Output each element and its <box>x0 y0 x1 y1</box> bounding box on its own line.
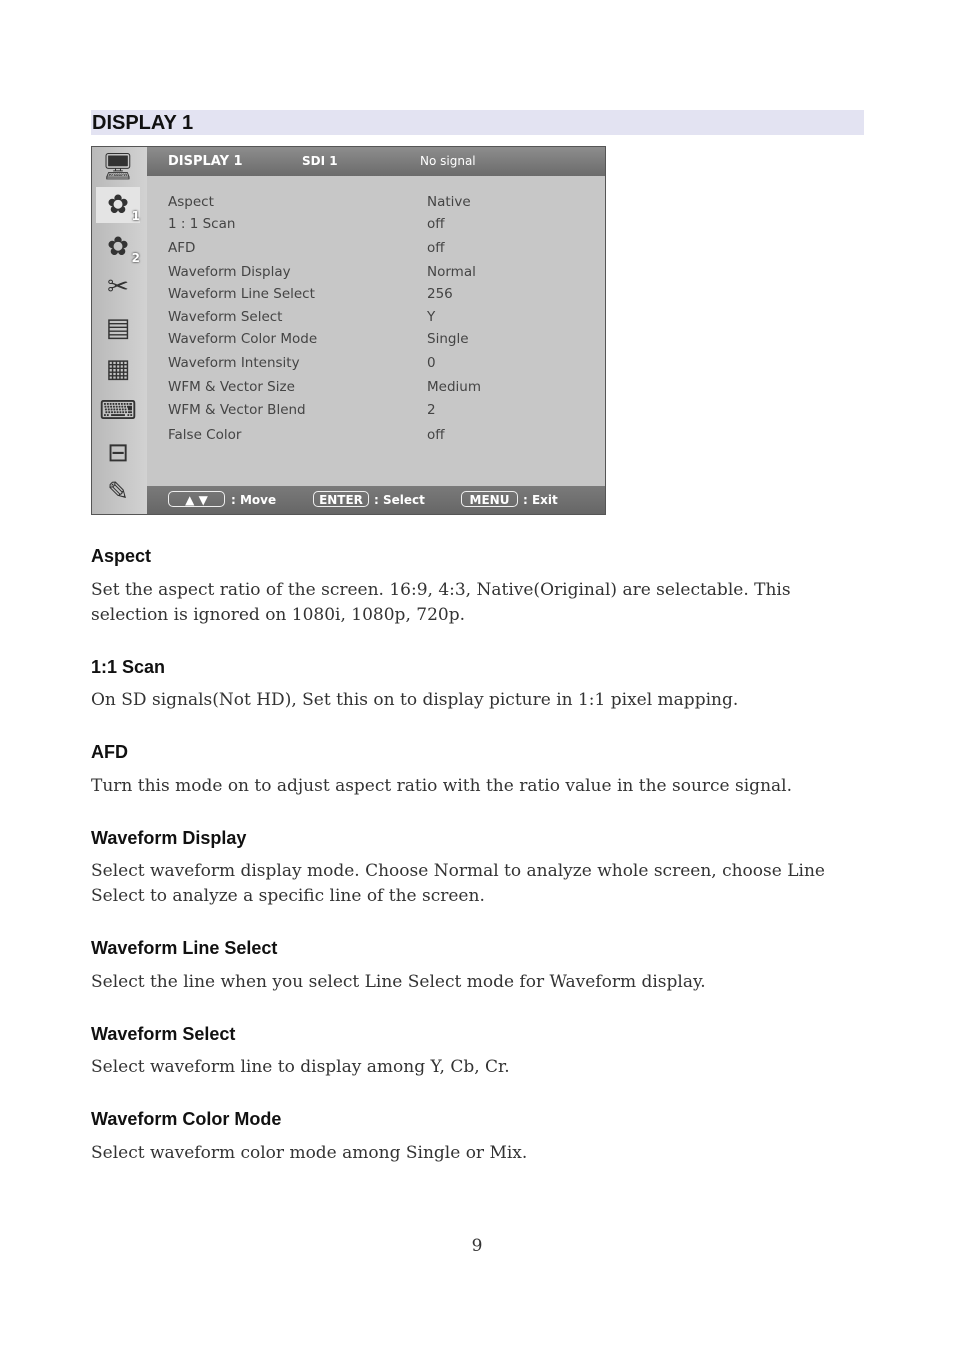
move-label: : Move <box>231 493 277 507</box>
osd-header <box>147 147 605 176</box>
osd-item-label: AFD <box>168 240 196 256</box>
osd-item-1-1-scan[interactable] <box>147 213 605 235</box>
move-key-icon: ▲ ▼ <box>168 491 225 507</box>
osd-item-label: WFM & Vector Size <box>168 379 295 395</box>
heading-aspect: Aspect <box>91 546 152 566</box>
osd-item-value: Y <box>427 309 436 325</box>
clock-icon[interactable]: ⊟ <box>107 438 129 468</box>
osd-input: SDI 1 <box>302 154 338 168</box>
heading-waveform-line-select: Waveform Line Select <box>91 938 278 958</box>
osd-item-waveform-line-select[interactable] <box>147 283 605 305</box>
osd-item-label: Waveform Display <box>168 264 291 280</box>
menu-key-icon: MENU <box>461 491 518 507</box>
osd-title: DISPLAY 1 <box>168 154 243 169</box>
osd-item-value: Native <box>427 194 471 210</box>
icon-badge: 1 <box>131 209 140 223</box>
osd-item-value: off <box>427 427 445 443</box>
paragraph-afd: Turn this mode on to adjust aspect ratio with the ratio value in the source signal. <box>91 776 792 796</box>
osd-item-label: Waveform Color Mode <box>168 331 318 347</box>
input-icon[interactable]: ▤ <box>105 313 131 343</box>
tools-icon[interactable]: ✂ <box>107 272 129 302</box>
paragraph-waveform-display: Select waveform display mode. Choose Normal to analyze whole screen, choose Line Select to analyze a specific line of the screen. <box>91 861 825 906</box>
osd-item-aspect[interactable] <box>147 191 605 213</box>
osd-item-label: False Color <box>168 427 242 443</box>
exit-label: : Exit <box>523 493 558 507</box>
monitor-icon[interactable]: 🖥 <box>101 152 135 182</box>
select-label: : Select <box>374 493 425 507</box>
osd-item-value: off <box>427 240 445 256</box>
osd-item-wfm-vector-blend[interactable] <box>147 399 605 421</box>
paragraph-waveform-color-mode: Select waveform color mode among Single or Mix. <box>91 1143 528 1163</box>
paragraph-waveform-line-select: Select the line when you select Line Select mode for Waveform display. <box>91 972 706 992</box>
display2-icon[interactable]: ✿ 2 <box>107 232 140 265</box>
heading-waveform-select: Waveform Select <box>91 1024 236 1044</box>
page-number: 9 <box>471 1236 483 1256</box>
osd-item-label: 1 : 1 Scan <box>168 216 236 232</box>
paragraph-aspect: Set the aspect ratio of the screen. 16:9, 4:3, Native(Original) are selectable. This selection is ignored on 1080i, 1080p, 720p. <box>91 580 791 625</box>
osd-menu-list <box>147 176 605 486</box>
osd-item-label: Aspect <box>168 194 214 210</box>
osd-icon-bar <box>92 147 147 514</box>
osd-item-value: off <box>427 216 445 232</box>
display1-icon[interactable]: ✿ 1 <box>96 187 140 223</box>
icon-badge: 2 <box>131 251 140 265</box>
osd-item-wfm-vector-size[interactable] <box>147 376 605 398</box>
osd-item-false-color[interactable] <box>147 424 605 446</box>
osd-item-value: 2 <box>427 402 436 418</box>
osd-item-label: Waveform Select <box>168 309 283 325</box>
osd-item-value: Normal <box>427 264 476 280</box>
osd-item-waveform-intensity[interactable] <box>147 352 605 374</box>
osd-item-waveform-color-mode[interactable] <box>147 328 605 350</box>
heading-waveform-color-mode: Waveform Color Mode <box>91 1109 282 1129</box>
osd-item-label: Waveform Intensity <box>168 355 300 371</box>
heading-1-1-scan: 1:1 Scan <box>91 657 166 677</box>
osd-item-value: Medium <box>427 379 481 395</box>
osd-item-value: 256 <box>427 286 453 302</box>
osd-item-label: Waveform Line Select <box>168 286 315 302</box>
osd-item-waveform-display[interactable] <box>147 261 605 283</box>
heading-waveform-display: Waveform Display <box>91 828 247 848</box>
keyboard-icon[interactable]: ⌨ <box>99 396 137 426</box>
system-icon[interactable]: ✎ <box>107 477 129 507</box>
osd-status: No signal <box>420 154 476 168</box>
enter-key-icon: ENTER <box>313 491 369 507</box>
osd-item-value: 0 <box>427 355 436 371</box>
osd-footer <box>147 486 605 514</box>
heading-afd: AFD <box>91 742 128 762</box>
osd-item-label: WFM & Vector Blend <box>168 402 306 418</box>
section-title: DISPLAY 1 <box>91 110 864 135</box>
osd-item-value: Single <box>427 331 469 347</box>
osd-item-afd[interactable] <box>147 237 605 259</box>
screen-icon[interactable]: ▦ <box>105 354 131 384</box>
osd-item-waveform-select[interactable] <box>147 306 605 328</box>
osd-menu-screenshot <box>91 146 606 515</box>
paragraph-1-1-scan: On SD signals(Not HD), Set this on to display picture in 1:1 pixel mapping. <box>91 690 739 710</box>
paragraph-waveform-select: Select waveform line to display among Y, Cb, Cr. <box>91 1057 510 1077</box>
